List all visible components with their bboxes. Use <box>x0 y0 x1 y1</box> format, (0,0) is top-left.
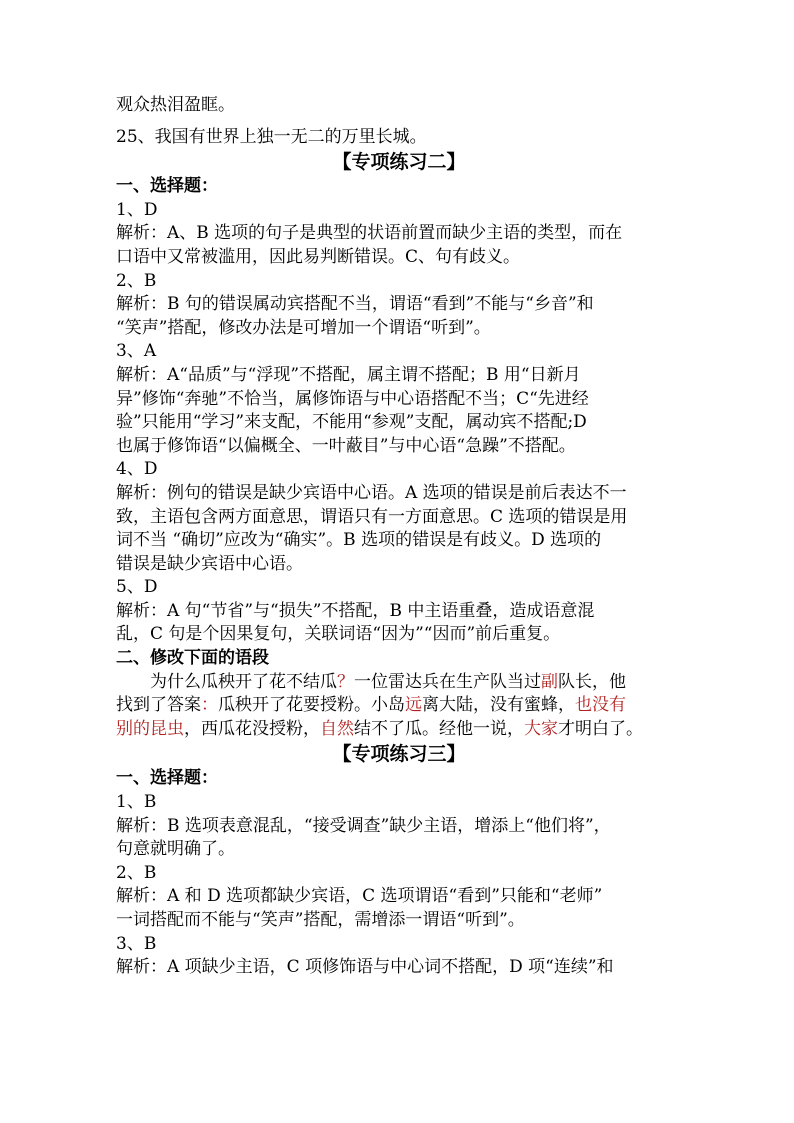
corrected-word: 副 <box>541 671 558 692</box>
corrected-word: 别的昆虫 <box>116 718 184 739</box>
document-page <box>116 94 682 980</box>
text-span: 找到了答案 <box>116 695 201 716</box>
corrected-mark: ？ <box>337 671 354 692</box>
explanation-line: 错误是缺少宾语中心语。 <box>116 553 303 574</box>
section-title-2: 【专项练习二】 <box>332 151 466 174</box>
explanation-line: 解析：A 句“节省”与“损失”不搭配，B 中主语重叠，造成语意混 <box>116 600 595 621</box>
text-span: 瓜秧开了花要授粉。小岛 <box>218 695 405 716</box>
corrected-mark: ： <box>201 695 218 716</box>
subheading-revise: 二、修改下面的语段 <box>116 648 269 669</box>
section-title-3: 【专项练习三】 <box>332 743 466 766</box>
corrected-word: 自然 <box>320 718 354 739</box>
explanation-line: 口语中又常被滥用，因此易判断错误。C、句有歧义。 <box>116 246 521 267</box>
answer-key: 2、B <box>116 270 157 291</box>
explanation-line: 解析：B 选项表意混乱，“接受调查”缺少主语，增添上“他们将”， <box>116 815 611 836</box>
revised-paragraph-line <box>116 694 682 718</box>
explanation-line: 乱，C 句是个因果复句，关联词语“因为”“因而”前后重复。 <box>116 624 561 645</box>
explanation-line: 一词搭配而不能与“笑声”搭配，需增添一谓语“听到”。 <box>116 910 525 930</box>
answer-key: 1、B <box>116 792 157 813</box>
corrected-word: 大家 <box>524 718 558 739</box>
explanation-line: 词不当 “确切”应改为“确实”。B 选项的错误是有歧义。D 选项的 <box>116 530 602 551</box>
explanation-line: 句意就明确了。 <box>116 839 235 860</box>
explanation-line: “笑声”搭配，修改办法是可增加一个谓语“听到”。 <box>116 317 491 338</box>
explanation-line: 解析：A、B 选项的句子是典型的状语前置而缺少主语的类型，而在 <box>116 223 623 244</box>
answer-key: 2、B <box>116 862 157 883</box>
explanation-line: 也属于修饰语“以偏概全、一叶蔽目”与中心语“急躁”不搭配。 <box>116 435 576 456</box>
revised-paragraph-line <box>116 718 682 742</box>
text-span: ，西瓜花没授粉， <box>184 718 320 739</box>
answer-key: 4、D <box>116 459 158 480</box>
explanation-line: 解析：B 句的错误属动宾搭配不当，谓语“看到”不能与“乡音”和 <box>116 294 594 315</box>
subheading-choice: 一、选择题： <box>116 768 218 789</box>
explanation-line: 解析：例句的错误是缺少宾语中心语。A 选项的错误是前后表达不一 <box>116 482 627 503</box>
explanation-line: 解析：A 项缺少主语，C 项修饰语与中心词不搭配，D 项“连续”和 <box>116 957 614 978</box>
answer-key: 5、D <box>116 577 158 598</box>
explanation-line: 验”只能用“学习”来支配，不能用“参观”支配，属动宾不搭配;D <box>116 412 587 433</box>
explanation-line: 异”修饰“奔驰”不恰当，属修饰语与中心语搭配不当；C“先进经 <box>116 388 589 409</box>
text-span: 才明白了。 <box>558 718 643 739</box>
answer-key: 3、A <box>116 341 157 362</box>
text-span: 一位雷达兵在生产队当过 <box>354 671 541 692</box>
text-line: 观众热泪盈眶。 <box>116 95 235 115</box>
answer-item-25: 25、我国有世界上独一无二的万里长城。 <box>116 126 427 147</box>
revised-paragraph-line <box>116 671 682 695</box>
text-span: 为什么瓜秧开了花不结瓜 <box>150 671 337 692</box>
text-span: 离大陆，没有蜜蜂， <box>422 695 575 716</box>
explanation-line: 解析：A 和 D 选项都缺少宾语，C 选项谓语“看到”只能和“老师” <box>116 886 603 907</box>
text-span: 队长，他 <box>558 671 626 692</box>
corrected-word: 远 <box>405 695 422 716</box>
answer-key: 1、D <box>116 199 158 220</box>
subheading-choice: 一、选择题： <box>116 176 218 197</box>
corrected-word: 也没有 <box>575 695 626 716</box>
explanation-line: 致，主语包含两方面意思，谓语只有一方面意思。C 选项的错误是用 <box>116 506 628 527</box>
answer-key: 3、B <box>116 933 157 954</box>
text-span: 结不了瓜。经他一说， <box>354 718 524 739</box>
explanation-line: 解析：A“品质”与“浮现”不搭配，属主谓不搭配；B 用“日新月 <box>116 364 581 385</box>
